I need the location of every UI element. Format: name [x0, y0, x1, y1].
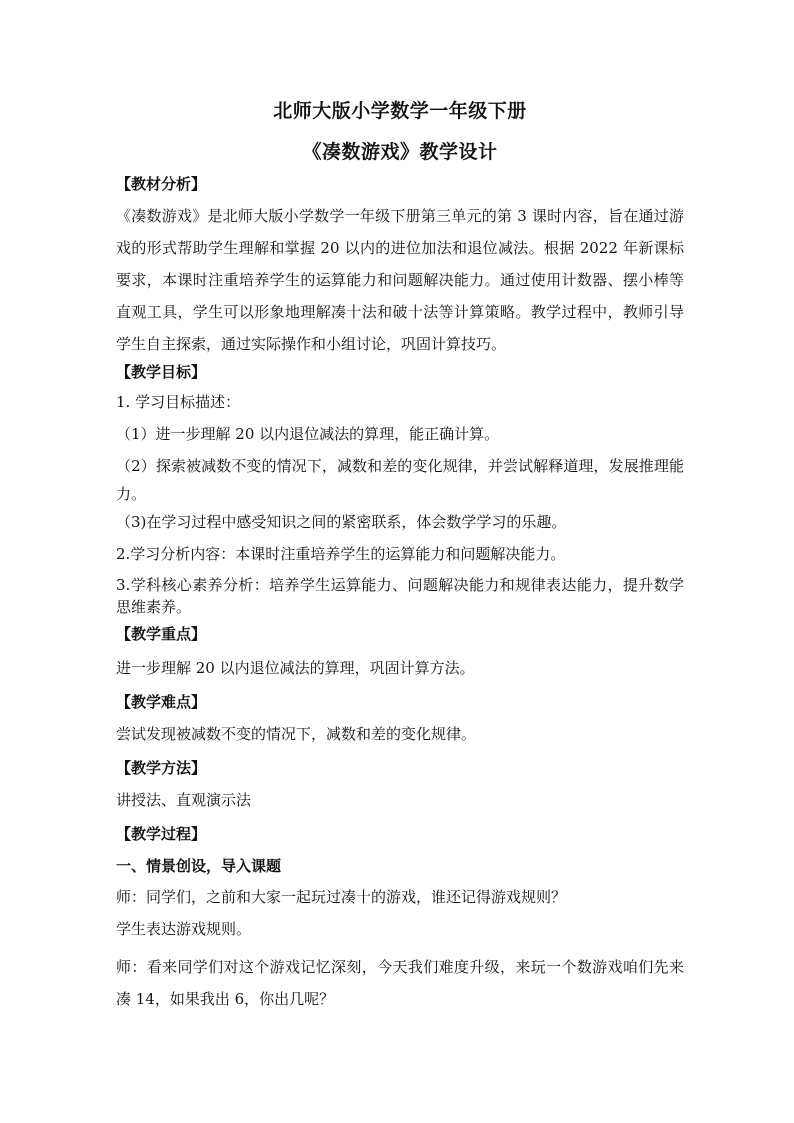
dialog-line-1: 师：同学们，之前和大家一起玩过凑十的游戏，谁还记得游戏规则？ [116, 888, 567, 906]
method-text: 讲授法、直观演示法 [116, 791, 252, 809]
dialog-line-3: 师：看来同学们对这个游戏记忆深刻，今天我们难度升级，来玩一个数游戏咱们先来凑 14，如果我出 6，你出几呢？ [116, 958, 684, 1008]
method-heading: 【教学方法】 [116, 759, 207, 777]
dialog-line-2: 学生表达游戏规则。 [116, 920, 252, 938]
goal-item-3: （3)在学习过程中感受知识之间的紧密联系，体会数学学习的乐趣。 [116, 513, 567, 531]
goal-item-1: （1）进一步理解 20 以内退位减法的算理，能正确计算。 [116, 425, 500, 443]
key-heading: 【教学重点】 [116, 625, 207, 643]
goal-item-2: （2）探索被减数不变的情况下，减数和差的变化规律，并尝试解释道理，发展推理能力。 [116, 457, 684, 503]
goals-analysis: 2.学习分析内容：本课时注重培养学生的运算能力和问题解决能力。 [116, 545, 566, 563]
document-body [116, 98, 684, 1015]
difficulty-text: 尝试发现被减数不变的情况下，减数和差的变化规律。 [116, 725, 477, 743]
key-text: 进一步理解 20 以内退位减法的算理，巩固计算方法。 [116, 659, 475, 677]
difficulty-heading: 【教学难点】 [116, 693, 207, 711]
analysis-heading: 【教材分析】 [116, 175, 207, 193]
goals-core: 3.学科核心素养分析：培养学生运算能力、问题解决能力和规律表达能力，提升数学思维素养。 [116, 576, 684, 616]
document-title: 北师大版小学数学一年级下册 [273, 100, 527, 122]
process-subheading: 一、情景创设，导入课题 [116, 857, 282, 875]
analysis-text: 《凑数游戏》是北师大版小学数学一年级下册第三单元的第 3 课时内容，旨在通过游戏的形式帮助学生理解和掌握 20 以内的进位加法和退位减法。根据 2022 年新课标要求，本课时注重培养学生的运算能力和问题解决能力。通过使用计数器、摆小棒等直观工具，学生可以形象地理解凑十法和破十法等计算策略。教学过程中，教师引导学生自主探索，通过实际操作和小组讨论，巩固计算技巧。 [116, 207, 684, 353]
document-subtitle: 《凑数游戏》教学设计 [302, 141, 498, 163]
goals-intro: 1. 学习目标描述： [116, 393, 241, 411]
goals-heading: 【教学目标】 [116, 363, 207, 381]
process-heading: 【教学过程】 [116, 825, 207, 843]
